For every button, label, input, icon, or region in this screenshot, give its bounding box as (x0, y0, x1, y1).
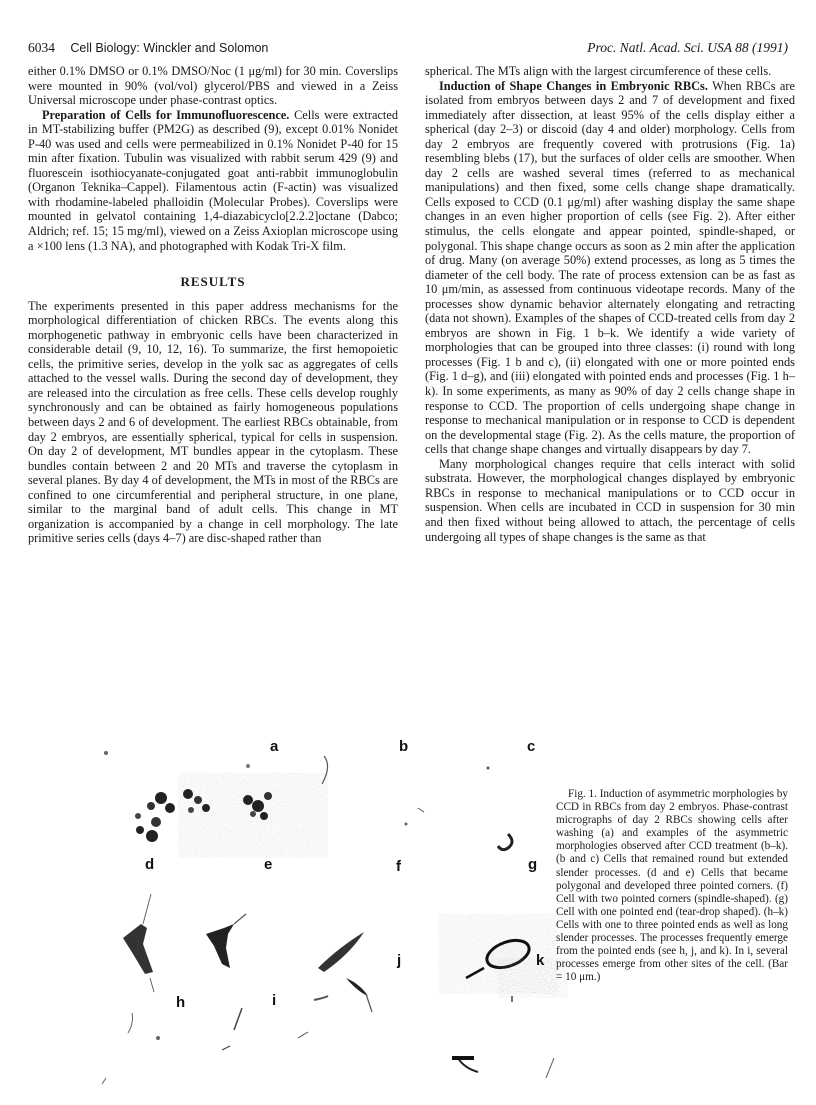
right-column (425, 64, 795, 544)
running-header (28, 40, 788, 60)
paragraph (425, 79, 795, 457)
paragraph-title: Induction of Shape Changes in Embryonic RBCs. (439, 78, 708, 93)
panel-label-g: g (528, 856, 538, 873)
panel-label-c: c (527, 738, 536, 755)
panel-label-i: i (272, 992, 277, 1009)
panel-c-cell (487, 767, 513, 850)
header-left (28, 40, 268, 56)
panel-label-a: a (270, 738, 279, 755)
paragraph: The experiments presented in this paper address mechanisms for the morphological differentiation of chicken RBCs. The events along this morphogenetic pathway in embryonic cells have been characterized in considerable detail (9, 10, 12, 16). To summarize, the first hemopoietic cells, the primitive series, develop in the yolk sac as aggregates of cells attached to the vessel walls. During the second day of development, they are released into the circulation as free cells. These cells develop roughly synchronously and can be obtained as fairly homogeneous populations between days 2 and 6 of development. The earliest RBCs obtainable, from day 2 embryos, are essentially spherical, typical for cells in suspension. On day 2 of development, MT bundles appear in the cytoplasm. These bundles contain between 2 and 20 MTs and traverse the cytoplasm in several planes. By day 4 of development, the MTs in most of the RBCs are confined to one circumferential and peripheral structure, in one plane, similar to the marginal band of adult cells. This change in MT organization is accompanied by a change in cell morphology. The late primitive series cells (days 4–7) are disc-shaped rather than (28, 298, 398, 546)
section-title: Cell Biology: Winckler and Solomon (70, 41, 269, 55)
journal-citation: Proc. Natl. Acad. Sci. USA 88 (1991) (587, 40, 788, 55)
panel-label-f: f (396, 858, 401, 875)
panel-f-cell (314, 932, 364, 1000)
paragraph-title: Preparation of Cells for Immunofluorescence. (42, 107, 290, 122)
left-column (28, 64, 398, 546)
figure-caption (556, 788, 788, 984)
paragraph-body: Cells were extracted in MT-stabilizing buffer (PM2G) as described (9), except 0.01% Nonidet P-40 was used and cells were permeabilized in 0.1% Nonidet P-40 for 15 min after fixation. Tubulin was visualized with rabbit serum 429 (9) and fluorescein isothiocyanate-conjugated goat anti-rabbit immunoglobulin (Organon Teknika–Cappel). Filamentous actin (F-actin) was visualized with rhodamine-labeled phalloidin (Molecular Probes). Coverslips were mounted in gelvatol containing 1,4-diazabicyclo[2.2.2]octane (Dabco; Aldrich; ref. 15; 15 mg/ml), viewed on a Zeiss Axioplan microscope using a ×100 lens (1.3 NA), and photographed with Kodak Tri-X film. (28, 107, 399, 253)
panel-e-cell (206, 914, 246, 968)
panel-a-cells (104, 751, 358, 868)
panel-label-e: e (264, 856, 273, 873)
section-heading: RESULTS (180, 274, 246, 290)
panel-label-b: b (399, 738, 409, 755)
paragraph: spherical. The MTs align with the largest circumference of these cells. (425, 64, 772, 78)
page-number: 6034 (28, 40, 55, 55)
paragraph: Many morphological changes require that cells interact with solid substrata. However, the morphological changes displayed by embryonic RBCs in response to mechanical manipulations or to CCD occur in suspension. When cells are incubated in CCD in suspension for 30 min and then fixed without being allowed to attach, the percentage of cells undergoing all types of shape changes is the same as that (425, 456, 795, 544)
panel-label-d: d (145, 856, 155, 873)
caption-text: Fig. 1. Induction of asymmetric morphologies by CCD in RBCs from day 2 embryos. Phase-contrast micrographs of day 2 RBCs showing cells after washing (a) and examples of the asymmetric morphologies observed after CCD treatment (b–k). (b and c) Cells that remained round but extended slender processes. (d and e) Cells that became polygonal and developed three pointed corners. (f) Cell with two pointed corners (spindle-shaped). (g) Cell with one pointed end (tear-drop shaped). (h–k) Cells with one to three pointed ends as well as long slender processes. The processes frequently emerge from the pointed ends (see h, j, and k). In i, several processes emerge from other sites of the cell. (Bar = 10 μm.) (556, 788, 788, 984)
panel-i-cell (222, 1008, 308, 1050)
panel-label-j: j (397, 952, 402, 969)
scale-bar (452, 1056, 474, 1060)
panel-label-k: k (536, 952, 545, 969)
panel-d-cell (123, 894, 154, 992)
paragraph-body: When RBCs are isolated from embryos between days 2 and 7 of development and fixed immediately after dissection, at least 95% of the cells display either a spherical (day 2–3) or discoid (day 4 and older) morphology. Cells from day 2 embryos are frequently covered with protrusions (Fig. 1a) resembling blebs (17), but the surfaces of older cells are smoother. When day 2 cells are washed several times (referred to as mechanical manipulations) and then fixed, some cells change shape dramatically. Cells exposed to CCD (0.1 μg/ml) after washing display the same shape changes in an even higher proportion of cells (see Fig. 2). After either stimulus, the cells elongate and appear pointed, spindle-shaped, or polygonal. This shape change occurs as soon as 2 min after the application of drug. Many (on average 50%) extend processes, as long as 5 times the diameter of the cell body. The rate of process extension can be as fast as 10 μm/min, as assessed from continuous videotape records. Many of the processes show dynamic behavior alternately elongating and retracting (data not shown). Examples of the shapes of CCD-treated cells from day 2 embryos are shown in Fig. 1 b–k. We identify a wide variety of morphologies that can be grouped into three classes: (i) round with long processes (Fig. 1 b and c), (ii) elongated with one or more pointed ends (Fig. 1 d–g), and (iii) elongated with pointed ends and processes (Fig. 1 h–k). In some experiments, as many as 90% of day 2 cells change shape in response to CCD. The proportion of cells undergoing shape change in response to mechanical manipulation or in response to CCD is dependent on the developmental stage (Fig. 2). As the cells mature, the proportion of cells that change shape changes and virtually disappears by day 7. (425, 78, 795, 457)
paragraph (28, 108, 398, 253)
paragraph: either 0.1% DMSO or 0.1% DMSO/Noc (1 μg/ml) for 30 min. Coverslips were mounted in 90% (vol/vol) glycerol/PBS and viewed in a Zeiss Universal microscope under phase-contrast optics. (28, 64, 398, 108)
panel-h-cell (102, 1013, 160, 1084)
panel-label-h: h (176, 994, 186, 1011)
